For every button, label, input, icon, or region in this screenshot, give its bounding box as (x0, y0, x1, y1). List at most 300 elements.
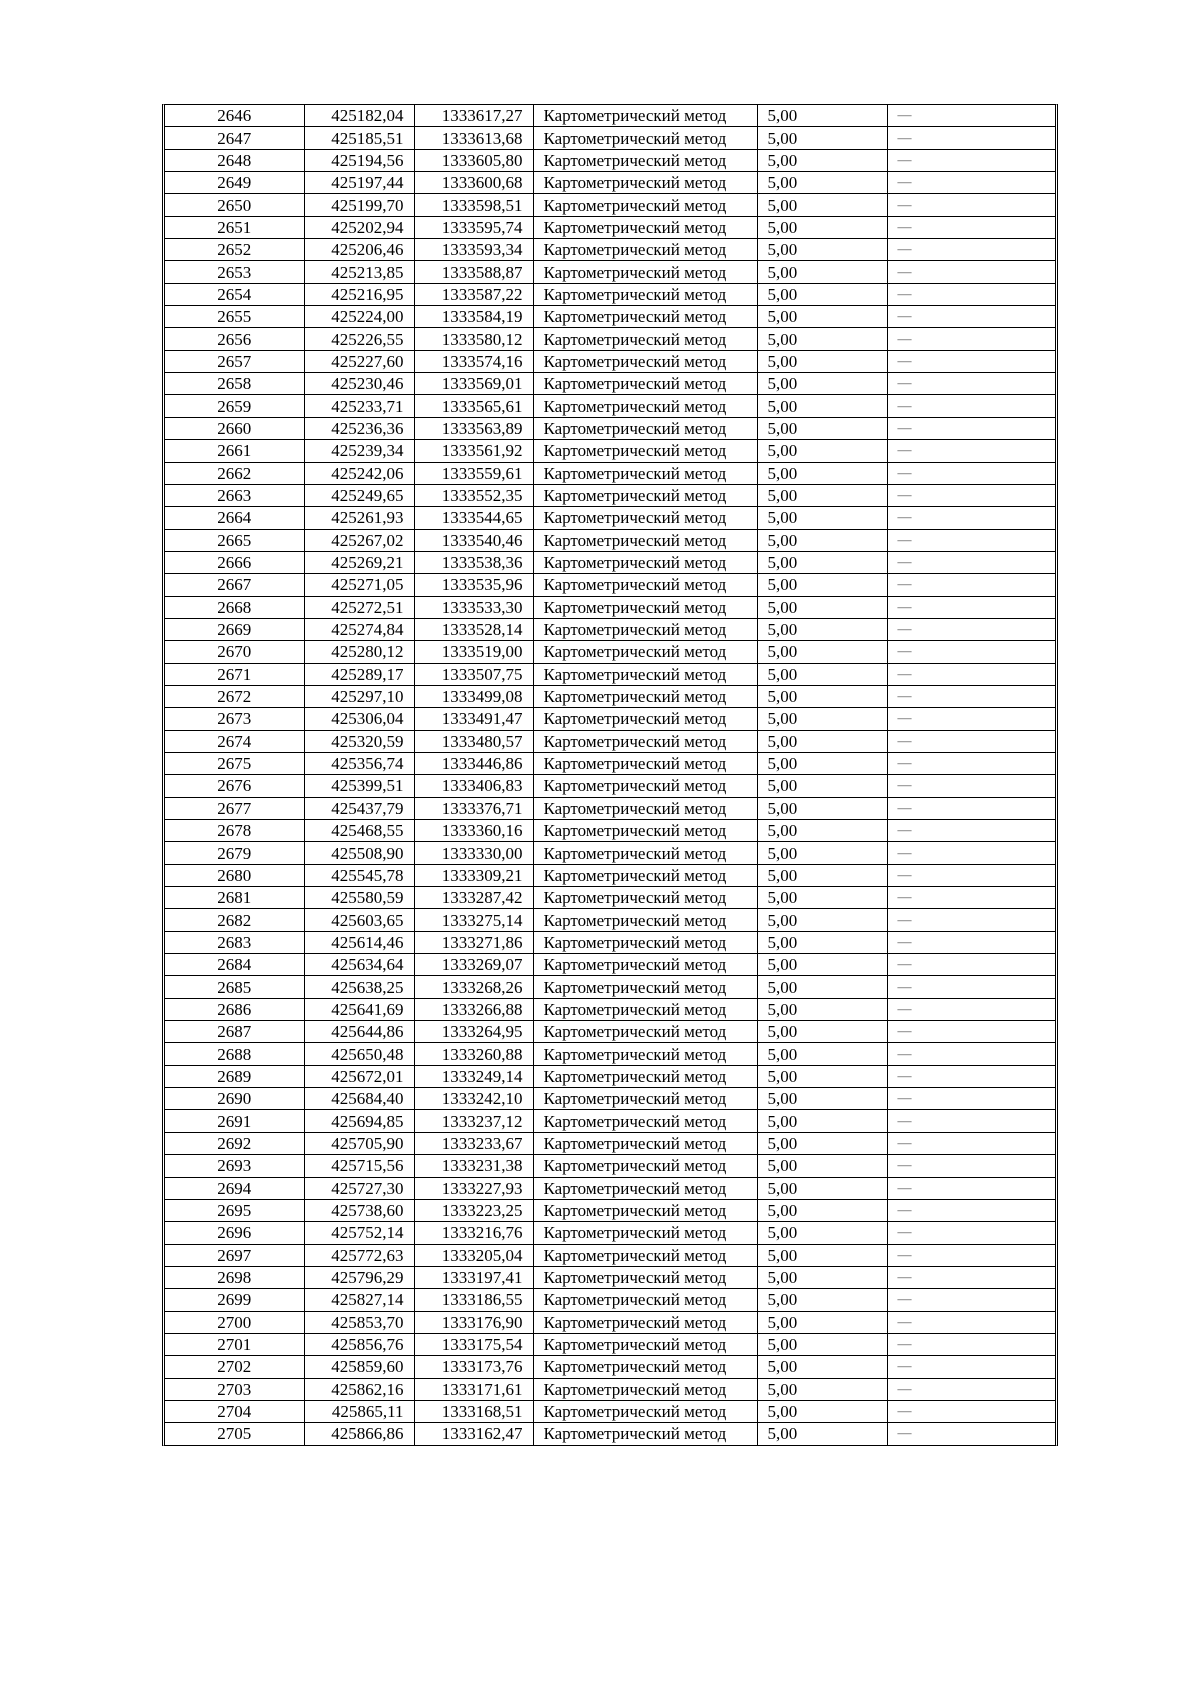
point-number-cell: 2704 (165, 1400, 304, 1422)
point-number-cell: 2656 (165, 328, 304, 350)
y-coordinate-cell: 1333249,14 (414, 1065, 533, 1087)
point-number-cell: 2670 (165, 641, 304, 663)
error-cell: 5,00 (757, 350, 887, 372)
error-cell: 5,00 (757, 730, 887, 752)
y-coordinate-cell: 1333552,35 (414, 484, 533, 506)
x-coordinate-cell: 425199,70 (304, 194, 414, 216)
method-cell: Картометрический метод (533, 1155, 757, 1177)
y-coordinate-cell: 1333205,04 (414, 1244, 533, 1266)
table-row (165, 1423, 1055, 1445)
description-cell: — (887, 1155, 1055, 1177)
method-cell: Картометрический метод (533, 1333, 757, 1355)
method-cell: Картометрический метод (533, 708, 757, 730)
table-row (165, 663, 1055, 685)
x-coordinate-cell: 425468,55 (304, 820, 414, 842)
error-cell: 5,00 (757, 775, 887, 797)
method-cell: Картометрический метод (533, 976, 757, 998)
description-cell: — (887, 216, 1055, 238)
x-coordinate-cell: 425230,46 (304, 373, 414, 395)
y-coordinate-cell: 1333574,16 (414, 350, 533, 372)
description-cell: — (887, 842, 1055, 864)
method-cell: Картометрический метод (533, 507, 757, 529)
x-coordinate-cell: 425752,14 (304, 1222, 414, 1244)
point-number-cell: 2657 (165, 350, 304, 372)
x-coordinate-cell: 425197,44 (304, 172, 414, 194)
description-cell: — (887, 663, 1055, 685)
table-row (165, 1333, 1055, 1355)
point-number-cell: 2679 (165, 842, 304, 864)
point-number-cell: 2654 (165, 283, 304, 305)
y-coordinate-cell: 1333565,61 (414, 395, 533, 417)
description-cell: — (887, 283, 1055, 305)
point-number-cell: 2653 (165, 261, 304, 283)
description-cell: — (887, 1021, 1055, 1043)
description-cell: — (887, 887, 1055, 909)
description-cell: — (887, 752, 1055, 774)
table-row (165, 172, 1055, 194)
x-coordinate-cell: 425866,86 (304, 1423, 414, 1445)
description-cell: — (887, 395, 1055, 417)
table-row (165, 194, 1055, 216)
method-cell: Картометрический метод (533, 1289, 757, 1311)
x-coordinate-cell: 425796,29 (304, 1266, 414, 1288)
x-coordinate-cell: 425239,34 (304, 440, 414, 462)
description-cell: — (887, 775, 1055, 797)
description-cell: — (887, 1222, 1055, 1244)
error-cell: 5,00 (757, 1021, 887, 1043)
error-cell: 5,00 (757, 1423, 887, 1445)
y-coordinate-cell: 1333480,57 (414, 730, 533, 752)
y-coordinate-cell: 1333186,55 (414, 1289, 533, 1311)
method-cell: Картометрический метод (533, 172, 757, 194)
table-row (165, 685, 1055, 707)
point-number-cell: 2669 (165, 618, 304, 640)
y-coordinate-cell: 1333507,75 (414, 663, 533, 685)
error-cell: 5,00 (757, 998, 887, 1020)
point-number-cell: 2678 (165, 820, 304, 842)
table-row (165, 708, 1055, 730)
table-row (165, 574, 1055, 596)
point-number-cell: 2676 (165, 775, 304, 797)
error-cell: 5,00 (757, 1043, 887, 1065)
table-row (165, 1177, 1055, 1199)
description-cell: — (887, 954, 1055, 976)
error-cell: 5,00 (757, 551, 887, 573)
y-coordinate-cell: 1333360,16 (414, 820, 533, 842)
method-cell: Картометрический метод (533, 1266, 757, 1288)
point-number-cell: 2687 (165, 1021, 304, 1043)
x-coordinate-cell: 425182,04 (304, 105, 414, 127)
x-coordinate-cell: 425206,46 (304, 239, 414, 261)
description-cell: — (887, 105, 1055, 127)
method-cell: Картометрический метод (533, 864, 757, 886)
point-number-cell: 2691 (165, 1110, 304, 1132)
error-cell: 5,00 (757, 149, 887, 171)
error-cell: 5,00 (757, 618, 887, 640)
point-number-cell: 2667 (165, 574, 304, 596)
table-row (165, 1132, 1055, 1154)
point-number-cell: 2674 (165, 730, 304, 752)
y-coordinate-cell: 1333260,88 (414, 1043, 533, 1065)
error-cell: 5,00 (757, 395, 887, 417)
table-row (165, 1266, 1055, 1288)
point-number-cell: 2702 (165, 1356, 304, 1378)
description-cell: — (887, 641, 1055, 663)
method-cell: Картометрический метод (533, 797, 757, 819)
y-coordinate-cell: 1333544,65 (414, 507, 533, 529)
table-row (165, 1378, 1055, 1400)
point-number-cell: 2665 (165, 529, 304, 551)
point-number-cell: 2650 (165, 194, 304, 216)
error-cell: 5,00 (757, 127, 887, 149)
description-cell: — (887, 507, 1055, 529)
method-cell: Картометрический метод (533, 842, 757, 864)
method-cell: Картометрический метод (533, 820, 757, 842)
x-coordinate-cell: 425580,59 (304, 887, 414, 909)
point-number-cell: 2690 (165, 1088, 304, 1110)
method-cell: Картометрический метод (533, 1311, 757, 1333)
y-coordinate-cell: 1333197,41 (414, 1266, 533, 1288)
point-number-cell: 2680 (165, 864, 304, 886)
y-coordinate-cell: 1333309,21 (414, 864, 533, 886)
table-row (165, 752, 1055, 774)
method-cell: Картометрический метод (533, 574, 757, 596)
method-cell: Картометрический метод (533, 484, 757, 506)
error-cell: 5,00 (757, 373, 887, 395)
x-coordinate-cell: 425715,56 (304, 1155, 414, 1177)
y-coordinate-cell: 1333268,26 (414, 976, 533, 998)
point-number-cell: 2673 (165, 708, 304, 730)
point-number-cell: 2705 (165, 1423, 304, 1445)
description-cell: — (887, 1400, 1055, 1422)
x-coordinate-cell: 425226,55 (304, 328, 414, 350)
method-cell: Картометрический метод (533, 261, 757, 283)
y-coordinate-cell: 1333559,61 (414, 462, 533, 484)
method-cell: Картометрический метод (533, 641, 757, 663)
point-number-cell: 2662 (165, 462, 304, 484)
error-cell: 5,00 (757, 909, 887, 931)
y-coordinate-cell: 1333242,10 (414, 1088, 533, 1110)
x-coordinate-cell: 425614,46 (304, 931, 414, 953)
method-cell: Картометрический метод (533, 127, 757, 149)
point-number-cell: 2684 (165, 954, 304, 976)
description-cell: — (887, 1378, 1055, 1400)
method-cell: Картометрический метод (533, 931, 757, 953)
x-coordinate-cell: 425269,21 (304, 551, 414, 573)
error-cell: 5,00 (757, 574, 887, 596)
description-cell: — (887, 998, 1055, 1020)
description-cell: — (887, 1311, 1055, 1333)
table-row (165, 417, 1055, 439)
table-row (165, 1289, 1055, 1311)
point-number-cell: 2658 (165, 373, 304, 395)
table-row (165, 820, 1055, 842)
x-coordinate-cell: 425399,51 (304, 775, 414, 797)
y-coordinate-cell: 1333519,00 (414, 641, 533, 663)
table-row (165, 149, 1055, 171)
table-row (165, 1356, 1055, 1378)
table-row (165, 529, 1055, 551)
description-cell: — (887, 797, 1055, 819)
point-number-cell: 2668 (165, 596, 304, 618)
x-coordinate-cell: 425694,85 (304, 1110, 414, 1132)
method-cell: Картометрический метод (533, 1021, 757, 1043)
x-coordinate-cell: 425306,04 (304, 708, 414, 730)
point-number-cell: 2701 (165, 1333, 304, 1355)
method-cell: Картометрический метод (533, 775, 757, 797)
x-coordinate-cell: 425227,60 (304, 350, 414, 372)
point-number-cell: 2649 (165, 172, 304, 194)
point-number-cell: 2681 (165, 887, 304, 909)
method-cell: Картометрический метод (533, 462, 757, 484)
method-cell: Картометрический метод (533, 998, 757, 1020)
method-cell: Картометрический метод (533, 1199, 757, 1221)
point-number-cell: 2651 (165, 216, 304, 238)
x-coordinate-cell: 425261,93 (304, 507, 414, 529)
table-row (165, 1199, 1055, 1221)
method-cell: Картометрический метод (533, 1065, 757, 1087)
description-cell: — (887, 149, 1055, 171)
y-coordinate-cell: 1333600,68 (414, 172, 533, 194)
point-number-cell: 2695 (165, 1199, 304, 1221)
table-row (165, 328, 1055, 350)
table-row (165, 1155, 1055, 1177)
x-coordinate-cell: 425738,60 (304, 1199, 414, 1221)
point-number-cell: 2659 (165, 395, 304, 417)
method-cell: Картометрический метод (533, 529, 757, 551)
method-cell: Картометрический метод (533, 618, 757, 640)
y-coordinate-cell: 1333598,51 (414, 194, 533, 216)
x-coordinate-cell: 425641,69 (304, 998, 414, 1020)
y-coordinate-cell: 1333223,25 (414, 1199, 533, 1221)
x-coordinate-cell: 425545,78 (304, 864, 414, 886)
description-cell: — (887, 1110, 1055, 1132)
x-coordinate-cell: 425437,79 (304, 797, 414, 819)
error-cell: 5,00 (757, 976, 887, 998)
description-cell: — (887, 529, 1055, 551)
x-coordinate-cell: 425856,76 (304, 1333, 414, 1355)
table-row (165, 127, 1055, 149)
error-cell: 5,00 (757, 507, 887, 529)
table-row (165, 730, 1055, 752)
description-cell: — (887, 328, 1055, 350)
error-cell: 5,00 (757, 1400, 887, 1422)
description-cell: — (887, 1423, 1055, 1445)
description-cell: — (887, 261, 1055, 283)
description-cell: — (887, 708, 1055, 730)
method-cell: Картометрический метод (533, 1222, 757, 1244)
coordinates-table (165, 105, 1055, 1445)
error-cell: 5,00 (757, 283, 887, 305)
y-coordinate-cell: 1333446,86 (414, 752, 533, 774)
point-number-cell: 2675 (165, 752, 304, 774)
error-cell: 5,00 (757, 105, 887, 127)
table-row (165, 931, 1055, 953)
point-number-cell: 2694 (165, 1177, 304, 1199)
method-cell: Картометрический метод (533, 909, 757, 931)
description-cell: — (887, 1065, 1055, 1087)
x-coordinate-cell: 425862,16 (304, 1378, 414, 1400)
method-cell: Картометрический метод (533, 149, 757, 171)
error-cell: 5,00 (757, 820, 887, 842)
coordinates-table-body (165, 105, 1055, 1445)
y-coordinate-cell: 1333406,83 (414, 775, 533, 797)
description-cell: — (887, 484, 1055, 506)
y-coordinate-cell: 1333491,47 (414, 708, 533, 730)
point-number-cell: 2688 (165, 1043, 304, 1065)
description-cell: — (887, 440, 1055, 462)
error-cell: 5,00 (757, 440, 887, 462)
x-coordinate-cell: 425320,59 (304, 730, 414, 752)
error-cell: 5,00 (757, 1333, 887, 1355)
y-coordinate-cell: 1333264,95 (414, 1021, 533, 1043)
x-coordinate-cell: 425727,30 (304, 1177, 414, 1199)
y-coordinate-cell: 1333538,36 (414, 551, 533, 573)
description-cell: — (887, 172, 1055, 194)
error-cell: 5,00 (757, 1222, 887, 1244)
y-coordinate-cell: 1333275,14 (414, 909, 533, 931)
x-coordinate-cell: 425827,14 (304, 1289, 414, 1311)
method-cell: Картометрический метод (533, 1244, 757, 1266)
error-cell: 5,00 (757, 1311, 887, 1333)
error-cell: 5,00 (757, 1132, 887, 1154)
point-number-cell: 2698 (165, 1266, 304, 1288)
table-row (165, 105, 1055, 127)
error-cell: 5,00 (757, 931, 887, 953)
method-cell: Картометрический метод (533, 954, 757, 976)
error-cell: 5,00 (757, 864, 887, 886)
point-number-cell: 2663 (165, 484, 304, 506)
method-cell: Картометрический метод (533, 395, 757, 417)
x-coordinate-cell: 425274,84 (304, 618, 414, 640)
table-row (165, 440, 1055, 462)
method-cell: Картометрический метод (533, 239, 757, 261)
x-coordinate-cell: 425684,40 (304, 1088, 414, 1110)
method-cell: Картометрический метод (533, 1110, 757, 1132)
error-cell: 5,00 (757, 417, 887, 439)
method-cell: Картометрический метод (533, 1356, 757, 1378)
error-cell: 5,00 (757, 462, 887, 484)
table-row (165, 261, 1055, 283)
x-coordinate-cell: 425634,64 (304, 954, 414, 976)
description-cell: — (887, 685, 1055, 707)
point-number-cell: 2689 (165, 1065, 304, 1087)
x-coordinate-cell: 425772,63 (304, 1244, 414, 1266)
error-cell: 5,00 (757, 1199, 887, 1221)
table-row (165, 1400, 1055, 1422)
x-coordinate-cell: 425236,36 (304, 417, 414, 439)
method-cell: Картометрический метод (533, 663, 757, 685)
method-cell: Картометрический метод (533, 105, 757, 127)
method-cell: Картометрический метод (533, 1423, 757, 1445)
x-coordinate-cell: 425213,85 (304, 261, 414, 283)
point-number-cell: 2647 (165, 127, 304, 149)
point-number-cell: 2666 (165, 551, 304, 573)
description-cell: — (887, 1199, 1055, 1221)
x-coordinate-cell: 425185,51 (304, 127, 414, 149)
error-cell: 5,00 (757, 842, 887, 864)
point-number-cell: 2692 (165, 1132, 304, 1154)
y-coordinate-cell: 1333173,76 (414, 1356, 533, 1378)
point-number-cell: 2652 (165, 239, 304, 261)
table-row (165, 641, 1055, 663)
point-number-cell: 2660 (165, 417, 304, 439)
table-row (165, 551, 1055, 573)
table-row (165, 954, 1055, 976)
error-cell: 5,00 (757, 328, 887, 350)
description-cell: — (887, 1177, 1055, 1199)
method-cell: Картометрический метод (533, 730, 757, 752)
y-coordinate-cell: 1333233,67 (414, 1132, 533, 1154)
description-cell: — (887, 1088, 1055, 1110)
y-coordinate-cell: 1333168,51 (414, 1400, 533, 1422)
method-cell: Картометрический метод (533, 1132, 757, 1154)
point-number-cell: 2682 (165, 909, 304, 931)
method-cell: Картометрический метод (533, 417, 757, 439)
method-cell: Картометрический метод (533, 752, 757, 774)
error-cell: 5,00 (757, 194, 887, 216)
y-coordinate-cell: 1333499,08 (414, 685, 533, 707)
table-row (165, 842, 1055, 864)
coordinates-table-frame (162, 104, 1058, 1446)
method-cell: Картометрический метод (533, 1088, 757, 1110)
table-row (165, 1222, 1055, 1244)
table-row (165, 775, 1055, 797)
table-row (165, 306, 1055, 328)
point-number-cell: 2661 (165, 440, 304, 462)
y-coordinate-cell: 1333266,88 (414, 998, 533, 1020)
description-cell: — (887, 820, 1055, 842)
x-coordinate-cell: 425672,01 (304, 1065, 414, 1087)
method-cell: Картометрический метод (533, 216, 757, 238)
x-coordinate-cell: 425644,86 (304, 1021, 414, 1043)
error-cell: 5,00 (757, 484, 887, 506)
method-cell: Картометрический метод (533, 1400, 757, 1422)
table-row (165, 1244, 1055, 1266)
description-cell: — (887, 909, 1055, 931)
x-coordinate-cell: 425242,06 (304, 462, 414, 484)
table-row (165, 1065, 1055, 1087)
y-coordinate-cell: 1333175,54 (414, 1333, 533, 1355)
x-coordinate-cell: 425859,60 (304, 1356, 414, 1378)
y-coordinate-cell: 1333269,07 (414, 954, 533, 976)
table-row (165, 239, 1055, 261)
y-coordinate-cell: 1333162,47 (414, 1423, 533, 1445)
point-number-cell: 2683 (165, 931, 304, 953)
error-cell: 5,00 (757, 261, 887, 283)
y-coordinate-cell: 1333563,89 (414, 417, 533, 439)
description-cell: — (887, 194, 1055, 216)
error-cell: 5,00 (757, 1177, 887, 1199)
x-coordinate-cell: 425853,70 (304, 1311, 414, 1333)
y-coordinate-cell: 1333595,74 (414, 216, 533, 238)
description-cell: — (887, 239, 1055, 261)
point-number-cell: 2664 (165, 507, 304, 529)
error-cell: 5,00 (757, 1110, 887, 1132)
description-cell: — (887, 551, 1055, 573)
x-coordinate-cell: 425233,71 (304, 395, 414, 417)
point-number-cell: 2677 (165, 797, 304, 819)
error-cell: 5,00 (757, 1356, 887, 1378)
description-cell: — (887, 1289, 1055, 1311)
y-coordinate-cell: 1333588,87 (414, 261, 533, 283)
error-cell: 5,00 (757, 1088, 887, 1110)
table-row (165, 283, 1055, 305)
error-cell: 5,00 (757, 641, 887, 663)
table-row (165, 1043, 1055, 1065)
error-cell: 5,00 (757, 306, 887, 328)
table-row (165, 797, 1055, 819)
